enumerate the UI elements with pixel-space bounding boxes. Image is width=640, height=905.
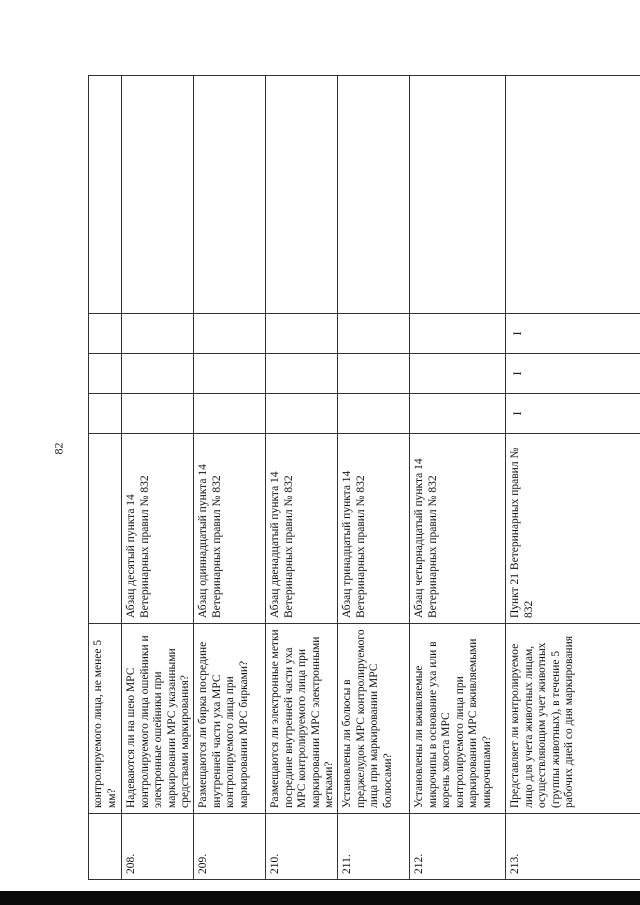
- answer-yes: [410, 394, 506, 434]
- page-number: 82: [51, 442, 66, 455]
- answer-yes: [194, 394, 266, 434]
- question-text: Установлены ли болюсы в преджелудок МРС контролируемого лица при маркировании МРС болюсами?: [338, 624, 410, 814]
- notes-cell: [410, 75, 506, 314]
- row-number: 209.: [194, 814, 266, 880]
- question-text: Размещаются ли бирка посредине внутренней части уха МРС контролируемого лица при маркировании МРС бирками?: [194, 624, 266, 814]
- answer-no: [89, 354, 122, 394]
- question-text: контролируемого лица, не менее 5 мм?: [89, 624, 122, 814]
- row-number: 213.: [506, 814, 640, 880]
- answer-na: [338, 314, 410, 354]
- table-row: [505, 75, 640, 880]
- answer-na: [122, 314, 194, 354]
- answer-no: [338, 354, 410, 394]
- answer-no: I: [506, 354, 640, 394]
- answer-na: I: [506, 314, 640, 354]
- answer-yes: [89, 394, 122, 434]
- answer-na: [89, 314, 122, 354]
- table-row: [409, 75, 506, 880]
- legal-reference: Абзац одиннадцатый пункта 14 Ветеринарных правил № 832: [194, 434, 266, 624]
- answer-yes: [122, 394, 194, 434]
- answer-no: [122, 354, 194, 394]
- question-text: Размещаются ли электронные метки посредине внутренней части уха МРС контролируемого лица при маркировании МРС электронными метками?: [266, 624, 338, 814]
- row-number: 208.: [122, 814, 194, 880]
- answer-no: [194, 354, 266, 394]
- answer-yes: [266, 394, 338, 434]
- row-number: 211.: [338, 814, 410, 880]
- answer-no: [266, 354, 338, 394]
- inspection-table: [88, 75, 640, 880]
- legal-reference: [89, 434, 122, 624]
- answer-na: [410, 314, 506, 354]
- table-row: [88, 75, 122, 880]
- notes-cell: [506, 75, 640, 314]
- answer-na: [266, 314, 338, 354]
- row-number: [89, 814, 122, 880]
- scan-edge: [0, 891, 640, 905]
- legal-reference: Абзац тринадцатый пункта 14 Ветеринарных правил № 832: [338, 434, 410, 624]
- notes-cell: [338, 75, 410, 314]
- table-row: [265, 75, 338, 880]
- notes-cell: [266, 75, 338, 314]
- answer-yes: [338, 394, 410, 434]
- table-row: [121, 75, 194, 880]
- row-number: 210.: [266, 814, 338, 880]
- notes-cell: [89, 75, 122, 314]
- notes-cell: [194, 75, 266, 314]
- answer-na: [194, 314, 266, 354]
- question-text: Установлены ли вживляемые микрочипы в основание уха или в корень хвоста МРС контролируемого лица при маркировании МРС вживляемыми микрочипами?: [410, 624, 506, 814]
- row-number: 212.: [410, 814, 506, 880]
- question-text: Надеваются ли на шею МРС контролируемого лица ошейники и электронные ошейники при маркировании МРС указанными средствами маркирования?: [122, 624, 194, 814]
- legal-reference: Пункт 21 Ветеринарных правил № 832: [506, 434, 640, 624]
- notes-cell: [122, 75, 194, 314]
- answer-yes: I: [506, 394, 640, 434]
- legal-reference: Абзац десятый пункта 14 Ветеринарных правил № 832: [122, 434, 194, 624]
- legal-reference: Абзац четырнадцатый пункта 14 Ветеринарных правил № 832: [410, 434, 506, 624]
- question-text: Представляет ли контролируемое лицо для учета животных лицам, осуществляющим учет животных (группы животных), в течение 5 рабочих дней со дня маркирования: [506, 624, 640, 814]
- legal-reference: Абзац двенадцатый пункта 14 Ветеринарных правил № 832: [266, 434, 338, 624]
- table-row: [193, 75, 266, 880]
- answer-no: [410, 354, 506, 394]
- table-row: [337, 75, 410, 880]
